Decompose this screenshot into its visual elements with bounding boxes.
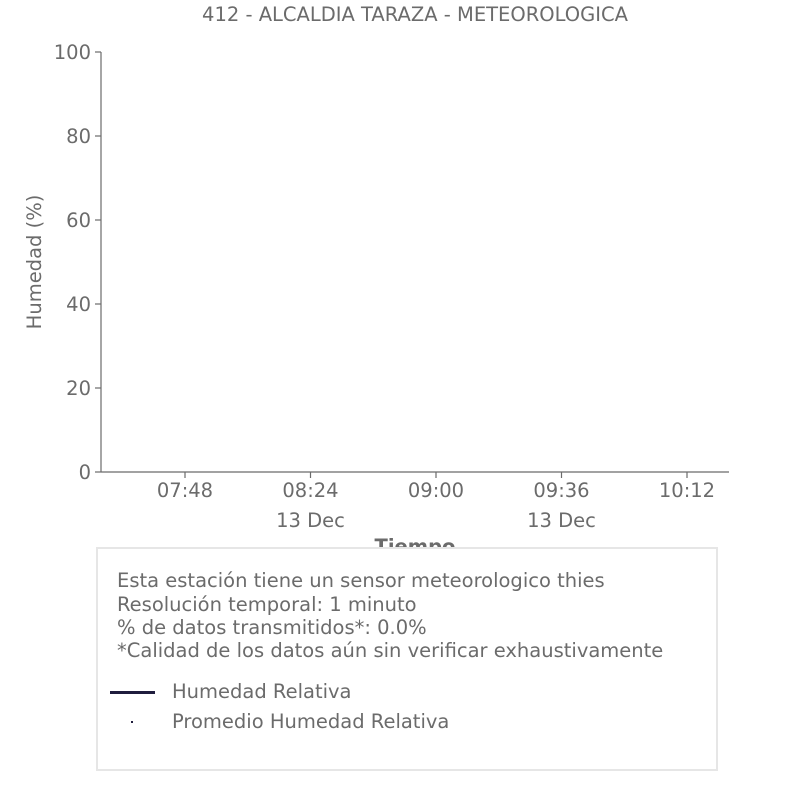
x-tick-label: 10:12 xyxy=(658,479,716,502)
y-axis-label: Humedad (%) xyxy=(23,194,46,330)
y-ticks xyxy=(54,41,101,484)
x-tick-date-label: 13 Dec xyxy=(276,509,345,532)
note-transmitted: % de datos transmitidos*: 0.0% xyxy=(117,616,427,639)
x-ticks xyxy=(157,472,715,532)
y-tick-label: 0 xyxy=(78,461,91,484)
chart-title: 412 - ALCALDIA TARAZA - METEOROLOGICA xyxy=(202,3,628,26)
y-tick-label: 40 xyxy=(66,293,91,316)
note-resolution: Resolución temporal: 1 minuto xyxy=(117,593,417,616)
x-tick-label: 07:48 xyxy=(156,479,214,502)
x-tick-label: 09:36 xyxy=(533,479,590,502)
legend-box xyxy=(96,547,718,771)
legend-line-swatch xyxy=(110,691,155,694)
y-tick-label: 80 xyxy=(66,125,91,148)
x-tick-label: 09:00 xyxy=(407,479,465,502)
legend-label: Humedad Relativa xyxy=(172,680,352,703)
legend-dot-swatch xyxy=(131,721,133,723)
x-tick-date-label: 13 Dec xyxy=(527,509,596,532)
y-tick-label: 20 xyxy=(66,377,91,400)
legend-label: Promedio Humedad Relativa xyxy=(172,710,450,733)
x-tick-label: 08:24 xyxy=(282,479,339,502)
y-tick-label: 100 xyxy=(53,41,91,64)
y-tick-label: 60 xyxy=(66,209,91,232)
note-quality: *Calidad de los datos aún sin verificar exhaustivamente xyxy=(117,639,664,662)
note-sensor: Esta estación tiene un sensor meteorologico thies xyxy=(117,569,605,592)
